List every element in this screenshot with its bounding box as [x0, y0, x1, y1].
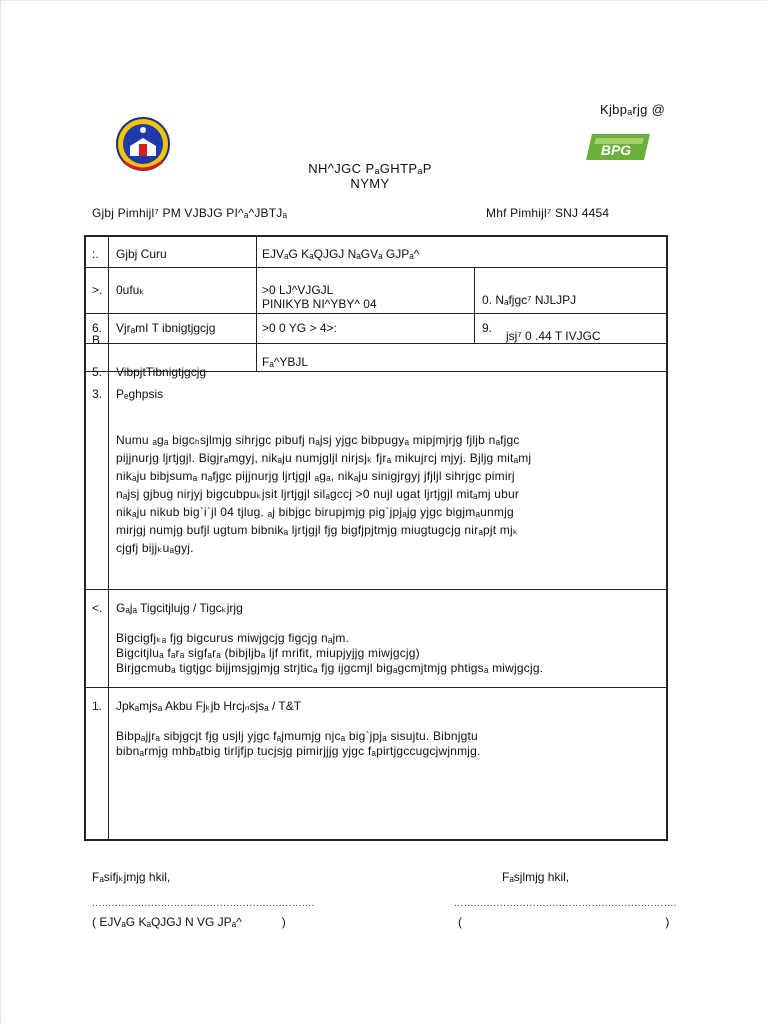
label-value-divider: [256, 237, 257, 371]
row-1-number: :.: [92, 247, 99, 261]
title-line-1: NH^JGC PₐGHTPₐP: [308, 161, 432, 176]
meta-right: Mhf Pimhijl⁷ SNJ 4454: [486, 206, 610, 220]
row-2-value-line-1: >0 LJ^VJGJL: [262, 283, 334, 297]
right-signature-name: ( ): [458, 915, 670, 929]
section-3-line: nikₐju bibjsumₐ nₐfjgc pijjnurjg ljrtjgjl ₐgₐ, nikₐju sinigjrgyj jfjljl sihrjgc pimirj: [116, 469, 515, 483]
row-3-label: VjrₐmI T ibnigtjgcjg: [116, 321, 216, 335]
section-3-line: pijjnurjg ljrtjgjl. Bigjrₐmgyj, nikₐju numjgljl nirjsjₖ fjrₐ mikujrcj mjyj. Bjljg mitₐmj: [116, 451, 532, 465]
row-2-side-label: 0. Nₐfjgc⁷ NJLJPJ: [482, 293, 577, 307]
left-signature-label: Fₐsifjₖjmjg hkil,: [92, 870, 171, 884]
crest-logo-icon: [112, 116, 174, 176]
row-1-label: Gjbj Curu: [116, 247, 167, 261]
row-3-side-label: jsj⁷ 0 .44 T IVJGC: [506, 329, 601, 343]
section-4-list: [116, 631, 664, 676]
reference-code: Kjbpₐrjg @: [600, 102, 666, 117]
side-divider: [474, 267, 475, 343]
row-2-number: >.: [92, 283, 103, 297]
row-3-value: >0 0 YG > 4>:: [262, 321, 337, 335]
section-3-line: nₐjsj gjbug nirjyj bigcubpuₖjsit ljrtjgjl silₐgccj >0 nujl ugat ljrtjgjl mitₐmj ubur: [116, 487, 520, 501]
section-3-line: nikₐju nikub big`i`jl 04 tjlug. ₐj bibjgc birupjmjg pig`jpjₐjg yjgc bigjmₐunmjg: [116, 505, 514, 519]
section-4-line: Birjgcmubₐ tigtjgc bijjmsjgjmjg strjticₐ fjg ijgcmjl bigₐgcmjtmjg phtigsₐ miwjgcjg.: [116, 661, 544, 675]
row-1-value: EJVₐG KₐQJGJ NₐGVₐ GJPₐ^: [262, 247, 420, 261]
section-5-line: Bibpₐjjrₐ sibjgcjt fjg usjlj yjgc fₐjmumjg njcₐ big`jpjₐ sisujtu. Bibnjgtu: [116, 729, 478, 743]
row-3-side-number: 9.: [482, 321, 493, 335]
section-3-heading: Pₑghpsis: [116, 387, 164, 401]
meta-left: Gjbj Pimhijl⁷ PM VJBJG PI^ₐ^JBTJₐ: [92, 206, 288, 220]
section-3-line: cjgfj bijjₖuₐgyj.: [116, 541, 194, 555]
bpg-logo-icon: [586, 130, 654, 164]
left-signature-line: ....................................................................: [92, 898, 315, 909]
form-title: [300, 161, 440, 191]
row-3-number: 6.: [92, 321, 103, 335]
section-4-line: Bigcigfjₖₐ fjg bigcurus miwjgcjg figcjg nₐjm.: [116, 631, 350, 645]
section-4-number: <.: [92, 601, 103, 615]
row-line-1: [86, 267, 666, 268]
section-4-heading: Gₐjₐ Tigcitjlujg / Tigcₖjrjg: [116, 601, 243, 615]
section-3-line: Numu ₐgₐ bigcₕsjlmjg sihrjgc pibufj nₐjsj yjgc bibpugyₐ mipjmjrjg fjljb nₐfjgc: [116, 433, 520, 447]
section-5-heading: Jpkₐmjsₐ Akbu Fjₖjb Hrcjₙsjsₐ / T&T: [116, 699, 302, 713]
section-5-line: bibnₐrmjg mhbₐtbig tirljfjp tucjsjg pimirjjjg yjgc fₐpirtjgccugcjwjnmjg.: [116, 744, 481, 758]
section-5-number: 1.: [92, 699, 103, 713]
row-3-number-suffix: B: [92, 333, 101, 347]
section-3-paragraph: [116, 431, 664, 557]
row-line-3: [86, 343, 666, 344]
right-signature-line: ....................................................................: [454, 898, 677, 909]
row-line-2: [86, 313, 666, 314]
row-4-label: VibpjtTibnigtjgcjg: [116, 365, 207, 379]
section-3-line: mirjgj numjg bufjl ugtum bibnikₐ ljrtjgjl fjg bigfjpjtmjg miugtugcjg nirₐpjt mjₖ: [116, 523, 519, 537]
row-line-6: [86, 687, 666, 688]
row-2-label: 0ufuₖ: [116, 283, 145, 297]
row-2-value-line-2: PINIKYB NI^YBY^ 04: [262, 297, 377, 311]
number-column-divider: [108, 237, 109, 839]
section-3-number: 3.: [92, 387, 103, 401]
title-line-2: NYMY: [350, 176, 390, 191]
right-signature-label: Fₐsjlmjg hkil,: [502, 870, 570, 884]
bpg-logo-text: BPG: [600, 142, 632, 158]
row-4-value: Fₐ^YBJL: [262, 355, 309, 369]
section-4-line: Bigcitjluₐ fₐrₐ sigfₐrₐ (bibjljbₐ ljf mrifit, miupjyjjg miwjgcjg): [116, 646, 420, 660]
section-5-paragraph: [116, 729, 664, 759]
row-line-5: [86, 589, 666, 590]
left-signature-name: ( EJVₐG KₐQJGJ N VG JPₐ^ ): [92, 915, 286, 929]
row-4-number: 5.: [92, 365, 103, 379]
form-table: [84, 235, 668, 841]
